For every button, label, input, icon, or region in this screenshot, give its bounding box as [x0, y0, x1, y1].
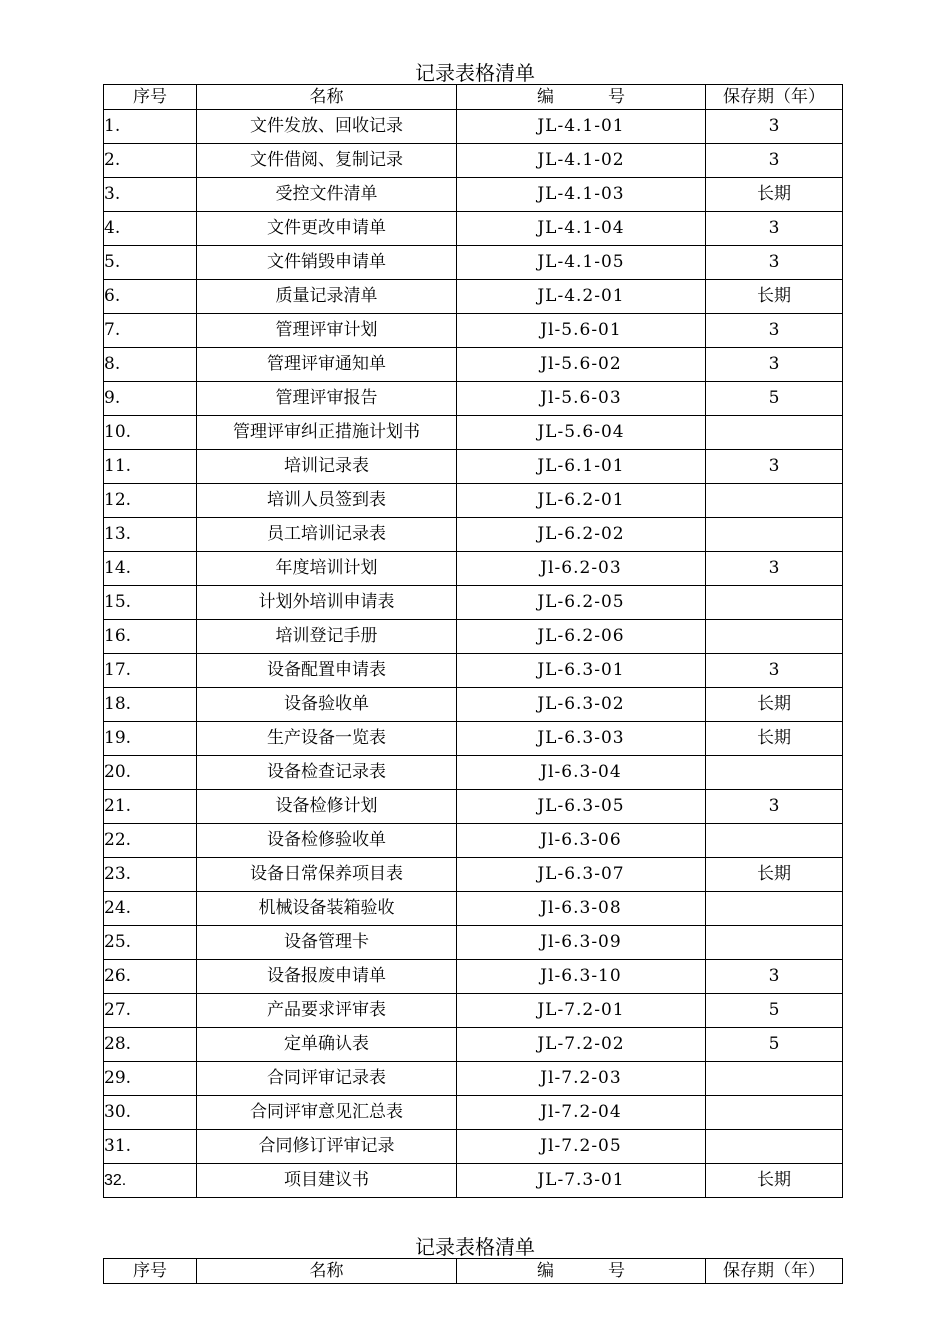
- table-row: [104, 552, 843, 586]
- table-row: [104, 1096, 843, 1130]
- record-name: 设备检查记录表: [197, 756, 457, 790]
- record-name: 受控文件清单: [197, 178, 457, 212]
- retention-period: 5: [706, 994, 843, 1028]
- table-row: [104, 110, 843, 144]
- table-row: [104, 960, 843, 994]
- record-code: JL-6.2-02: [457, 518, 706, 552]
- row-number: 7.: [104, 314, 197, 348]
- retention-period: [706, 926, 843, 960]
- header-name: 名称: [197, 1259, 457, 1284]
- retention-period: 长期: [706, 1164, 843, 1198]
- row-number: 9.: [104, 382, 197, 416]
- retention-period: [706, 824, 843, 858]
- row-number: 29.: [104, 1062, 197, 1096]
- table-title: 记录表格清单: [415, 1235, 535, 1259]
- retention-period: 长期: [706, 280, 843, 314]
- row-number: 32.: [104, 1164, 197, 1198]
- row-number: 22.: [104, 824, 197, 858]
- record-code: JL-4.1-04: [457, 212, 706, 246]
- row-number: 25.: [104, 926, 197, 960]
- table-row: [104, 586, 843, 620]
- retention-period: 3: [706, 246, 843, 280]
- table-row: [104, 382, 843, 416]
- row-number: 23.: [104, 858, 197, 892]
- table-row: [104, 1164, 843, 1198]
- table-body: [104, 110, 843, 1198]
- record-code: Jl-7.2-04: [457, 1096, 706, 1130]
- record-code: Jl-6.3-08: [457, 892, 706, 926]
- table-row: [104, 280, 843, 314]
- record-code: JL-6.3-05: [457, 790, 706, 824]
- row-number: 3.: [104, 178, 197, 212]
- record-name: 文件更改申请单: [197, 212, 457, 246]
- record-code: JL-6.2-01: [457, 484, 706, 518]
- header-keep: 保存期（年）: [706, 1259, 843, 1284]
- retention-period: 3: [706, 144, 843, 178]
- record-code: JL-5.6-04: [457, 416, 706, 450]
- row-number: 12.: [104, 484, 197, 518]
- retention-period: 3: [706, 110, 843, 144]
- record-name: 设备报废申请单: [197, 960, 457, 994]
- record-code: Jl-5.6-01: [457, 314, 706, 348]
- records-table: [103, 1258, 843, 1284]
- record-code: JL-6.3-02: [457, 688, 706, 722]
- record-code: JL-7.3-01: [457, 1164, 706, 1198]
- table-title: 记录表格清单: [415, 61, 535, 85]
- retention-period: 3: [706, 450, 843, 484]
- table-row: [104, 722, 843, 756]
- record-code: JL-4.2-01: [457, 280, 706, 314]
- record-name: 设备配置申请表: [197, 654, 457, 688]
- record-name: 生产设备一览表: [197, 722, 457, 756]
- record-name: 文件发放、回收记录: [197, 110, 457, 144]
- record-name: 设备检修计划: [197, 790, 457, 824]
- record-name: 定单确认表: [197, 1028, 457, 1062]
- row-number: 21.: [104, 790, 197, 824]
- retention-period: 3: [706, 314, 843, 348]
- record-name: 合同评审意见汇总表: [197, 1096, 457, 1130]
- row-number: 24.: [104, 892, 197, 926]
- retention-period: [706, 620, 843, 654]
- table-row: [104, 518, 843, 552]
- record-name: 设备检修验收单: [197, 824, 457, 858]
- row-number: 11.: [104, 450, 197, 484]
- row-number: 27.: [104, 994, 197, 1028]
- retention-period: 3: [706, 654, 843, 688]
- row-number: 2.: [104, 144, 197, 178]
- record-name: 设备日常保养项目表: [197, 858, 457, 892]
- table-row: [104, 824, 843, 858]
- record-code: Jl-6.2-03: [457, 552, 706, 586]
- retention-period: [706, 416, 843, 450]
- table-row: [104, 926, 843, 960]
- retention-period: 5: [706, 382, 843, 416]
- table-row: [104, 416, 843, 450]
- retention-period: [706, 586, 843, 620]
- table-row: [104, 790, 843, 824]
- record-name: 合同修订评审记录: [197, 1130, 457, 1164]
- record-name: 管理评审通知单: [197, 348, 457, 382]
- record-code: JL-6.1-01: [457, 450, 706, 484]
- table-row: [104, 892, 843, 926]
- retention-period: [706, 1096, 843, 1130]
- table-row: [104, 688, 843, 722]
- table-row: [104, 756, 843, 790]
- record-code: JL-6.3-03: [457, 722, 706, 756]
- row-number: 4.: [104, 212, 197, 246]
- record-name: 管理评审纠正措施计划书: [197, 416, 457, 450]
- retention-period: 3: [706, 212, 843, 246]
- record-code: Jl-5.6-03: [457, 382, 706, 416]
- header-code: 编 号: [457, 85, 706, 110]
- retention-period: [706, 518, 843, 552]
- table-row: [104, 144, 843, 178]
- record-name: 项目建议书: [197, 1164, 457, 1198]
- table-row: [104, 484, 843, 518]
- row-number: 17.: [104, 654, 197, 688]
- table-row: [104, 620, 843, 654]
- record-code: Jl-5.6-02: [457, 348, 706, 382]
- record-name: 培训记录表: [197, 450, 457, 484]
- table-row: [104, 348, 843, 382]
- row-number: 5.: [104, 246, 197, 280]
- retention-period: 3: [706, 960, 843, 994]
- retention-period: 长期: [706, 858, 843, 892]
- header-name: 名称: [197, 85, 457, 110]
- record-name: 机械设备装箱验收: [197, 892, 457, 926]
- record-code: Jl-7.2-05: [457, 1130, 706, 1164]
- row-number: 18.: [104, 688, 197, 722]
- record-code: JL-4.1-01: [457, 110, 706, 144]
- record-code: JL-4.1-02: [457, 144, 706, 178]
- record-name: 年度培训计划: [197, 552, 457, 586]
- retention-period: 长期: [706, 178, 843, 212]
- table-row: [104, 178, 843, 212]
- header-no: 序号: [104, 1259, 197, 1284]
- row-number: 13.: [104, 518, 197, 552]
- retention-period: [706, 892, 843, 926]
- record-name: 管理评审报告: [197, 382, 457, 416]
- retention-period: 长期: [706, 688, 843, 722]
- row-number: 8.: [104, 348, 197, 382]
- record-name: 文件销毁申请单: [197, 246, 457, 280]
- row-number: 10.: [104, 416, 197, 450]
- table-row: [104, 212, 843, 246]
- record-code: Jl-6.3-06: [457, 824, 706, 858]
- record-name: 文件借阅、复制记录: [197, 144, 457, 178]
- retention-period: 长期: [706, 722, 843, 756]
- row-number: 30.: [104, 1096, 197, 1130]
- record-name: 培训登记手册: [197, 620, 457, 654]
- record-code: JL-6.2-06: [457, 620, 706, 654]
- retention-period: [706, 1130, 843, 1164]
- record-code: JL-4.1-05: [457, 246, 706, 280]
- record-name: 产品要求评审表: [197, 994, 457, 1028]
- retention-period: 3: [706, 790, 843, 824]
- record-code: JL-7.2-01: [457, 994, 706, 1028]
- table-row: [104, 1028, 843, 1062]
- record-code: JL-6.3-01: [457, 654, 706, 688]
- record-name: 培训人员签到表: [197, 484, 457, 518]
- table-row: [104, 1062, 843, 1096]
- record-name: 设备验收单: [197, 688, 457, 722]
- header-code: 编 号: [457, 1259, 706, 1284]
- row-number: 19.: [104, 722, 197, 756]
- row-number: 6.: [104, 280, 197, 314]
- record-code: JL-4.1-03: [457, 178, 706, 212]
- record-code: Jl-6.3-09: [457, 926, 706, 960]
- record-name: 设备管理卡: [197, 926, 457, 960]
- header-row: [104, 1259, 843, 1284]
- header-keep: 保存期（年）: [706, 85, 843, 110]
- record-name: 质量记录清单: [197, 280, 457, 314]
- record-code: Jl-6.3-10: [457, 960, 706, 994]
- row-number: 16.: [104, 620, 197, 654]
- table-row: [104, 858, 843, 892]
- retention-period: [706, 1062, 843, 1096]
- table-row: [104, 246, 843, 280]
- retention-period: 5: [706, 1028, 843, 1062]
- record-name: 合同评审记录表: [197, 1062, 457, 1096]
- row-number: 26.: [104, 960, 197, 994]
- row-number: 31.: [104, 1130, 197, 1164]
- table-row: [104, 314, 843, 348]
- header-row: [104, 85, 843, 110]
- record-name: 计划外培训申请表: [197, 586, 457, 620]
- header-no: 序号: [104, 85, 197, 110]
- table-row: [104, 450, 843, 484]
- row-number: 28.: [104, 1028, 197, 1062]
- record-code: JL-6.2-05: [457, 586, 706, 620]
- row-number: 14.: [104, 552, 197, 586]
- table-row: [104, 994, 843, 1028]
- table-row: [104, 654, 843, 688]
- retention-period: [706, 484, 843, 518]
- row-number: 15.: [104, 586, 197, 620]
- row-number: 1.: [104, 110, 197, 144]
- record-code: Jl-6.3-04: [457, 756, 706, 790]
- retention-period: 3: [706, 348, 843, 382]
- row-number: 20.: [104, 756, 197, 790]
- record-name: 员工培训记录表: [197, 518, 457, 552]
- table-row: [104, 1130, 843, 1164]
- retention-period: 3: [706, 552, 843, 586]
- record-code: JL-6.3-07: [457, 858, 706, 892]
- record-name: 管理评审计划: [197, 314, 457, 348]
- records-table: [103, 84, 843, 1198]
- record-code: JL-7.2-02: [457, 1028, 706, 1062]
- record-code: Jl-7.2-03: [457, 1062, 706, 1096]
- retention-period: [706, 756, 843, 790]
